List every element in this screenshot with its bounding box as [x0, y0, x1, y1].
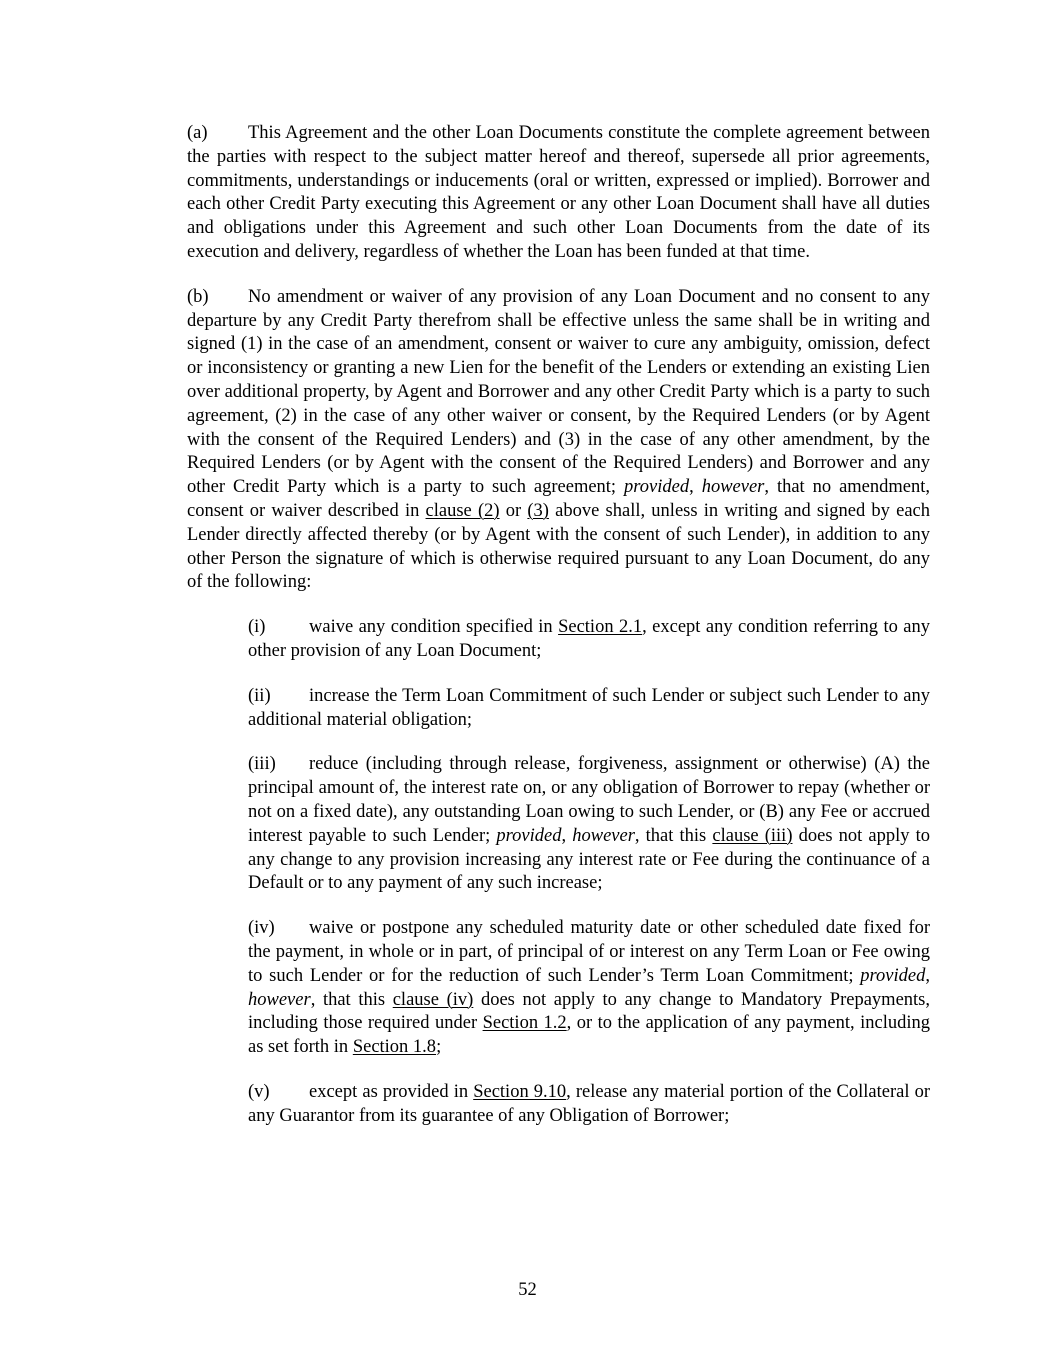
text-run: or — [499, 500, 528, 521]
text-run: except as provided in — [309, 1081, 474, 1102]
text-run: waive any condition specified in — [309, 617, 559, 638]
cross-reference: Section 1.2 — [482, 1013, 567, 1034]
text-run: increase the Term Loan Commitment of such Lender or subject such Lender to any additional material obligation; — [248, 685, 930, 730]
emphasis-text: however — [701, 477, 765, 498]
cross-reference: clause (2) — [425, 500, 500, 521]
paragraph-marker: (iv) — [248, 918, 275, 939]
paragraph-marker: (ii) — [248, 685, 271, 706]
cross-reference: Section 2.1 — [558, 617, 643, 638]
paragraph-marker: (iii) — [248, 754, 276, 775]
page-number: 52 — [518, 1280, 537, 1300]
text-run: This Agreement and the other Loan Documents constitute the complete agreement between the parties with respect to the subject matter hereof and thereof, supersede all prior agreements, commitments, understandings or inducements (oral or written, expressed or implied). Borrower and each other Credit Party executing this Agreement or any other Loan Document shall have all duties and obligations under this Agreement and such other Loan Documents from the date of its execution and delivery, regardless of whether the Loan has been funded at that time. — [187, 123, 930, 262]
emphasis-text: however — [248, 989, 311, 1010]
text-run: reduce (including through release, forgiveness, assignment or otherwise) (A) the principal amount of, the interest rate on, or any obligation of Borrower to repay (whether or not on a fixed date), any outstanding Loan owing to such Lender, or (B) any Fee or accrued interest payable to such Lender; — [248, 754, 930, 846]
text-run: , release any material portion of the Collateral or any Guarantor from its guarantee of any Obligation of Borrower; — [248, 1081, 930, 1126]
item-v — [248, 1081, 930, 1129]
emphasis-text: however — [572, 825, 635, 846]
text-run: No amendment or waiver of any provision of any Loan Document and no consent to any departure by any Credit Party therefrom shall be effective unless the same shall be in writing and signed (1) in the case of an amendment, consent or waiver to cure any ambiguity, omission, defect or inconsistency or granting a new Lien for the benefit of the Lenders or extending an existing Lien over additional property, by Agent and Borrower and any other Credit Party which is a party to such agreement, (2) in the case of any other waiver or consent, by the Required Lenders (or by Agent with the consent of the Required Lenders) and (3) in the case of any other amendment, by the Required Lenders (or by Agent with the consent of the Required Lenders) and Borrower and any other Credit Party which is a party to such agreement; — [187, 286, 930, 498]
paragraph-marker: (a) — [187, 123, 208, 143]
cross-reference: clause (iv) — [392, 989, 474, 1010]
paragraph-marker: (b) — [187, 286, 209, 307]
item-i — [248, 616, 930, 664]
document-body — [187, 122, 930, 1149]
text-run: does not apply to any change to any provision increasing any interest rate or Fee during the continuance of a Default or to any payment of any such increase; — [248, 825, 931, 894]
text-run: , that no amendment, consent or waiver described in — [187, 477, 931, 521]
paragraph-marker: (v) — [248, 1081, 270, 1102]
item-iv — [248, 917, 930, 1060]
paragraph-marker: (i) — [248, 617, 266, 638]
cross-reference: Section 9.10 — [473, 1081, 567, 1102]
text-run: , except any condition referring to any other provision of any Loan Document; — [248, 617, 930, 661]
text-run: waive or postpone any scheduled maturity date or other scheduled date fixed for the payment, in whole or in part, of principal of or interest on any Term Loan or Fee owing to such Lender or for the reduction of such Lender’s Term Loan Commitment; — [248, 918, 930, 986]
text-run: does not apply to any change to Mandatory Prepayments, including those required under — [248, 989, 930, 1034]
cross-reference: Section 1.8 — [352, 1037, 437, 1058]
emphasis-text: provided — [860, 965, 926, 986]
paragraph-b — [187, 286, 930, 595]
cross-reference: (3) — [527, 500, 549, 521]
text-run: , that this — [310, 989, 393, 1010]
text-run: , that this — [634, 825, 713, 846]
cross-reference: clause (iii) — [712, 825, 793, 846]
text-run: , — [689, 477, 702, 498]
emphasis-text: provided — [624, 477, 690, 498]
item-iii — [248, 753, 930, 896]
paragraph-a — [187, 122, 930, 265]
text-run: , — [925, 965, 930, 986]
text-run: , or to the application of any payment, including as set forth in — [248, 1013, 930, 1058]
text-run: ; — [436, 1037, 442, 1058]
item-ii — [248, 685, 930, 733]
text-run: , — [561, 825, 573, 846]
emphasis-text: provided — [496, 825, 562, 846]
text-run: above shall, unless in writing and signed by each Lender directly affected thereby (or by Agent with the consent of such Lender), in addition to any other Person the signature of which is otherwise required pursuant to any Loan Document, do any of the following: — [187, 500, 930, 593]
